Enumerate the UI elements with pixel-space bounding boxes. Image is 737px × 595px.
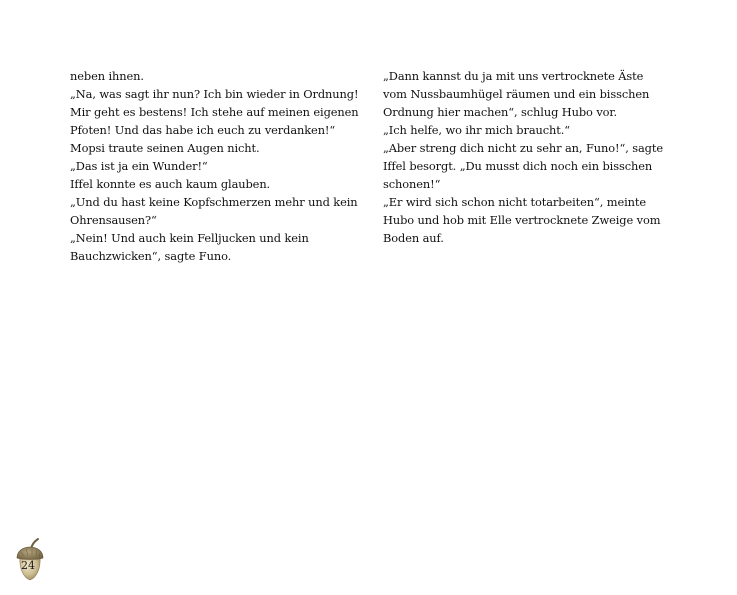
- text-line: „Das ist ja ein Wunder!“: [70, 159, 208, 173]
- text-line: Bauchzwicken“, sagte Funo.: [70, 249, 232, 263]
- text-line: Boden auf.: [383, 231, 444, 245]
- text-line: Ordnung hier machen“, schlug Hubo vor.: [383, 105, 618, 119]
- text-line: Iffel konnte es auch kaum glauben.: [70, 177, 271, 191]
- text-line: „Dann kannst du ja mit uns vertrocknete Äste: [383, 69, 644, 83]
- page-number: 24: [21, 559, 35, 572]
- text-line: „Nein! Und auch kein Felljucken und kein: [70, 231, 309, 245]
- left-text-column: [70, 67, 365, 265]
- text-line: Ohrensausen?“: [70, 213, 157, 227]
- text-line: „Aber streng dich nicht zu sehr an, Funo!“, sagte: [383, 141, 663, 155]
- text-line: schonen!“: [383, 177, 441, 191]
- text-line: neben ihnen.: [70, 69, 144, 83]
- right-text-column: [383, 67, 678, 247]
- text-line: „Na, was sagt ihr nun? Ich bin wieder in Ordnung!: [70, 87, 359, 101]
- text-line: Iffel besorgt. „Du musst dich noch ein bisschen: [383, 159, 653, 173]
- text-line: Mopsi traute seinen Augen nicht.: [70, 141, 260, 155]
- text-line: Pfoten! Und das habe ich euch zu verdanken!“: [70, 123, 336, 137]
- text-line: „Und du hast keine Kopfschmerzen mehr und kein: [70, 195, 358, 209]
- text-line: Hubo und hob mit Elle vertrocknete Zweige vom: [383, 213, 661, 227]
- text-line: „Er wird sich schon nicht totarbeiten“, meinte: [383, 195, 647, 209]
- text-line: Mir geht es bestens! Ich stehe auf meinen eigenen: [70, 105, 359, 119]
- text-line: vom Nussbaumhügel räumen und ein bisschen: [383, 87, 650, 101]
- text-line: „Ich helfe, wo ihr mich braucht.“: [383, 123, 571, 137]
